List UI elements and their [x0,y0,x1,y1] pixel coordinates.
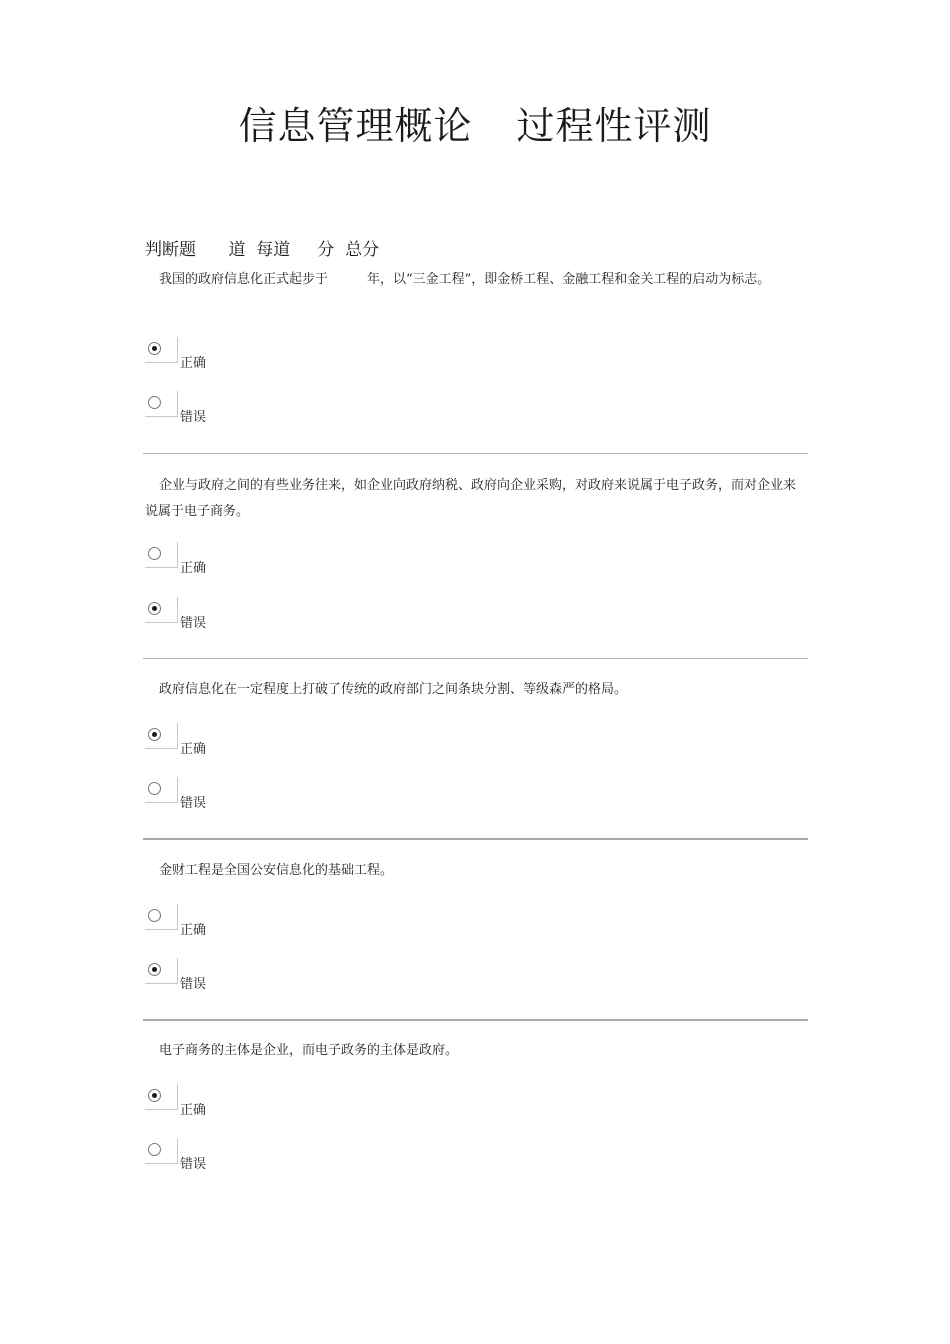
question-divider [143,1019,808,1021]
section-total-label: 总分 [345,240,380,260]
question-5 [145,1038,808,1172]
option-label: 错误 [180,1157,207,1172]
section-type-label: 判断题 [145,240,196,260]
option-label: 正确 [180,923,207,938]
radio-button[interactable] [148,963,161,976]
section-per-label: 每道 [256,240,291,260]
page-title [0,95,950,150]
radio-frame [145,1084,178,1110]
section-heading [145,235,379,260]
radio-frame [145,904,178,930]
radio-button[interactable] [148,547,161,560]
radio-frame [145,1138,178,1164]
question-2 [145,473,808,631]
question-text: 金财工程是全国公安信息化的基础工程。 [159,863,394,878]
radio-button[interactable] [148,1089,161,1102]
option-label: 错误 [180,616,207,631]
radio-frame [145,391,178,417]
question-1 [145,267,808,425]
section-score-unit: 分 [317,240,335,260]
question-3 [145,677,808,811]
question-divider [143,453,808,454]
radio-button[interactable] [148,909,161,922]
radio-button[interactable] [148,1143,161,1156]
radio-button[interactable] [148,782,161,795]
option-label: 正确 [180,1103,207,1118]
radio-frame [145,958,178,984]
page-title-course: 信息管理概论 [238,104,473,148]
option-label: 正确 [180,561,207,576]
radio-frame [145,542,178,568]
option-label: 错误 [180,977,207,992]
radio-frame [145,777,178,803]
radio-button[interactable] [148,602,161,615]
radio-button[interactable] [148,728,161,741]
question-text: 我国的政府信息化正式起步于 年，以“三金工程”，即金桥工程、金融工程和金关工程的启动为标志。 [159,272,771,287]
question-text: 政府信息化在一定程度上打破了传统的政府部门之间条块分割、等级森严的格局。 [159,682,628,697]
question-divider [143,658,808,659]
radio-button[interactable] [148,396,161,409]
radio-frame [145,723,178,749]
radio-frame [145,597,178,623]
option-label: 错误 [180,796,207,811]
option-label: 错误 [180,410,207,425]
question-text: 电子商务的主体是企业，而电子政务的主体是政府。 [159,1043,459,1058]
section-count-unit: 道 [228,240,246,260]
question-divider [143,838,808,840]
radio-frame [145,337,178,363]
option-label: 正确 [180,356,207,371]
question-4 [145,858,808,992]
question-text: 企业与政府之间的有些业务往来，如企业向政府纳税、政府向企业采购，对政府来说属于电子政务，而对企业来说属于电子商务。 [145,478,797,519]
option-label: 正确 [180,742,207,757]
page-title-assessment: 过程性评测 [516,104,712,148]
radio-button[interactable] [148,342,161,355]
